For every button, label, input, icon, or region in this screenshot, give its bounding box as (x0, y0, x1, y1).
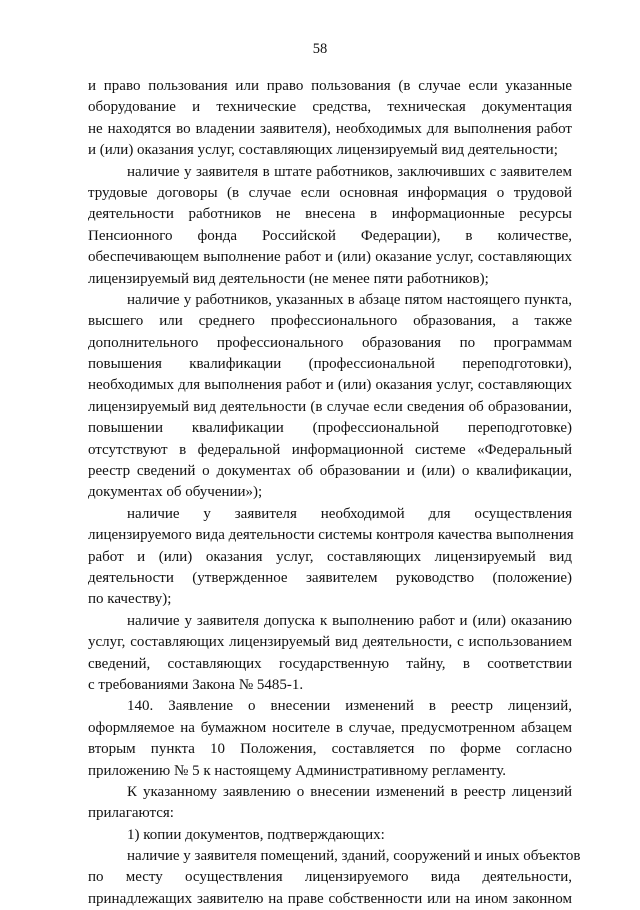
text-line: вторым пункта 10 Положения, составляется по форме согласно (88, 741, 572, 758)
text-line: лицензируемого вида деятельности системы контроля качества выполнения (88, 527, 574, 544)
text-line: наличие у заявителя помещений, зданий, сооружений и иных объектов (127, 848, 581, 865)
text-line: по качеству); (88, 591, 172, 608)
text-line: работ и (или) оказания услуг, составляющих лицензируемый вид (88, 548, 572, 565)
text-line: К указанному заявлению о внесении изменений в реестр лицензий (127, 783, 572, 800)
text-line: наличие у работников, указанных в абзаце пятом настоящего пункта, (127, 291, 572, 308)
text-line: оформляемое на бумажном носителе в случае, предусмотренном абзацем (88, 719, 572, 736)
text-line: принадлежащих заявителю на праве собственности или на ином законном (88, 890, 572, 907)
text-line: наличие у заявителя в штате работников, заключивших с заявителем (127, 163, 572, 180)
text-line: реестр сведений о документах об образовании и (или) о квалификации, (88, 463, 572, 480)
text-line: 1) копии документов, подтверждающих: (127, 826, 385, 843)
text-line: и право пользования или право пользования (в случае если указанные (88, 78, 572, 94)
text-line: прилагаются: (88, 805, 174, 822)
text-line: трудовые договоры (в случае если основная информация о трудовой (88, 184, 572, 201)
text-line: дополнительного профессионального образования по программам (88, 334, 572, 351)
text-line: с требованиями Закона № 5485-1. (88, 676, 304, 693)
text-line: отсутствуют в федеральной информационной системе «Федеральный (88, 441, 572, 458)
text-line: наличие у заявителя необходимой для осуществления (127, 505, 572, 522)
text-line: повышения квалификации (профессиональной переподготовки), (88, 356, 572, 373)
text-line: не находятся во владении заявителя), необходимых для выполнения работ (88, 120, 572, 137)
document-body (88, 76, 581, 910)
text-line: по месту осуществления лицензируемого вида деятельности, (88, 869, 572, 886)
text-line: и (или) оказания услуг, составляющих лицензируемый вид деятельности; (88, 142, 558, 159)
page-number: 58 (312, 41, 328, 57)
text-line: 140. Заявление о внесении изменений в реестр лицензий, (127, 698, 572, 715)
text-line: деятельности работников не внесена в информационные ресурсы (88, 206, 572, 223)
text-line: Пенсионного фонда Российской Федерации), в количестве, (88, 227, 572, 244)
text-line: приложению № 5 к настоящему Административному регламенту. (88, 762, 506, 779)
text-line: необходимых для выполнения работ и (или) оказания услуг, составляющих (88, 377, 572, 394)
text-line: лицензируемый вид деятельности (в случае если сведения об образовании, (88, 398, 572, 415)
text-line: услуг, составляющих лицензируемый вид деятельности, с использованием (88, 634, 572, 651)
text-line: повышении квалификации (профессиональной переподготовке) (88, 420, 572, 437)
text-line: обеспечивающем выполнение работ и (или) оказание услуг, составляющих (88, 249, 572, 266)
text-line: деятельности (утвержденное заявителем руководство (положение) (88, 569, 572, 586)
text-line: высшего или среднего профессионального образования, а также (88, 313, 572, 330)
text-line: оборудование и технические средства, техническая документация (88, 99, 572, 116)
text-line: документах об обучении»); (88, 484, 263, 501)
text-line: лицензируемый вид деятельности (не менее пяти работников); (88, 270, 489, 287)
text-line: наличие у заявителя допуска к выполнению работ и (или) оказанию (127, 612, 572, 629)
text-line: сведений, составляющих государственную тайну, в соответствии (88, 655, 572, 672)
